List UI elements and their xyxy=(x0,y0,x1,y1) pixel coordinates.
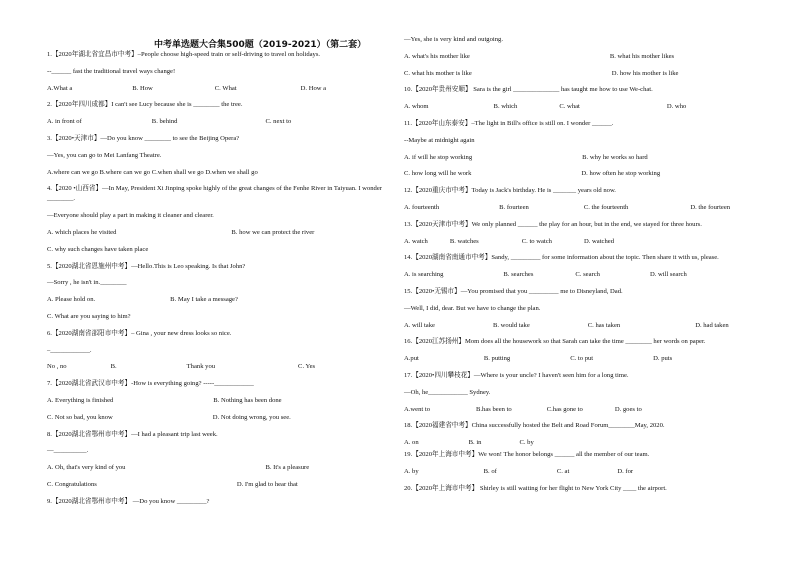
answer-option: B. searches xyxy=(503,271,534,279)
question-stem: 13.【2020天津市中考】We only planned ______ the play for an hour, but in the end, we stayed for three hours. xyxy=(404,220,702,228)
dialogue-line: —__________. xyxy=(47,447,89,455)
dialogue-line: --Maybe at midnight again xyxy=(404,136,475,144)
answer-option: B. watches xyxy=(449,237,479,245)
answer-option: C. Yes xyxy=(298,363,316,371)
answer-option: A. what's his mother like xyxy=(404,52,470,60)
answer-options xyxy=(404,52,749,62)
answer-option: C. what his mother is like xyxy=(404,69,472,77)
answer-options xyxy=(47,396,382,406)
answer-options xyxy=(47,362,382,372)
answer-option: B. would take xyxy=(492,321,530,329)
answer-option: A. will take xyxy=(404,321,435,329)
answer-option: C. how long will he work xyxy=(404,170,472,178)
answer-options xyxy=(404,321,749,331)
answer-option: A. in front of xyxy=(47,118,82,126)
answer-option: A.put xyxy=(404,355,419,363)
answer-option: Thank you xyxy=(186,363,216,371)
answer-option: D. how often he stop working xyxy=(581,170,661,178)
question-stem: 4.【2020 •山西省】—In May, President Xi Jinping spoke highly of the great changes of the Fenhe River in Taiyuan. I wonder ________. xyxy=(47,185,382,203)
answer-option: A.What a xyxy=(47,84,73,92)
answer-option: D. How a xyxy=(300,84,327,92)
question-stem: 12.【2020重庆市中考】Today is Jack's birthday. He is _______ years old now. xyxy=(404,187,616,195)
answer-option: B. which xyxy=(493,103,518,111)
answer-option: B. fourteen xyxy=(499,203,529,211)
answer-option: D. goes to xyxy=(614,405,642,413)
question-stem: 14.【2020湖南省南通市中考】Sandy, _________ for some information about the topic. Then share it with us, please. xyxy=(404,254,719,262)
answer-options xyxy=(47,84,382,94)
answer-options xyxy=(47,413,382,423)
question-stem: 7.【2020湖北省武汉市中考】-How is everything going? -----____________ xyxy=(47,380,254,388)
question-stem: 11.【2020年山东泰安】–The light in Bill's office is still on. I wonder ______. xyxy=(404,119,614,127)
question-stem: 18.【2020福建省中考】China successfully hosted the Belt and Road Forum________May, 2020. xyxy=(404,422,665,430)
dialogue-line: C. What are you saying to him? xyxy=(47,312,131,320)
dialogue-line: A.where can we go B.where can we go C.when shall we go D.when we shall go xyxy=(47,168,258,176)
answer-option: A. fourteenth xyxy=(404,203,440,211)
question-stem: 3.【2020•天津市】—Do you know ________ to see the Beijing Opera? xyxy=(47,134,240,142)
answer-option: A.went to xyxy=(404,405,431,413)
answer-option: A. on xyxy=(404,439,419,447)
answer-option: A. Everything is finished xyxy=(47,396,114,404)
answer-option: A. by xyxy=(404,467,419,475)
answer-options xyxy=(404,153,749,163)
dialogue-line: C. why such changes have taken place xyxy=(47,245,149,253)
question-stem: 5.【2020湖北省恩施州中考】—Hello.This is Leo speaking. Is that John? xyxy=(47,262,246,270)
dialogue-line: —Well, I did, dear. But we have to change the plan. xyxy=(404,304,541,312)
answer-option: C. by xyxy=(519,439,534,447)
answer-option: B. how we can protect the river xyxy=(231,228,315,236)
answer-options xyxy=(404,102,749,112)
answer-option: B. putting xyxy=(483,355,511,363)
answer-options xyxy=(404,354,749,364)
answer-option: B. behind xyxy=(151,118,178,126)
answer-option: No , no xyxy=(47,363,67,371)
answer-options xyxy=(404,270,749,280)
answer-option: D. I'm glad to hear that xyxy=(236,480,298,488)
answer-option: B. in xyxy=(468,439,482,447)
answer-option: C. Not so bad, you know xyxy=(47,413,113,421)
answer-option: C. what xyxy=(559,103,580,111)
answer-option: B.has been to xyxy=(476,405,512,413)
answer-option: D. Not doing wrong, you see. xyxy=(212,413,291,421)
answer-options xyxy=(47,228,382,238)
answer-options xyxy=(404,169,749,179)
answer-option: C. Congratulations xyxy=(47,480,97,488)
answer-options xyxy=(404,438,749,448)
answer-option: A. if will he stop working xyxy=(404,153,473,161)
answer-option: D. puts xyxy=(653,355,673,363)
question-stem: 8.【2020湖北省鄂州市中考】—I had a pleasant trip last week. xyxy=(47,430,218,438)
answer-option: B. Nothing has been done xyxy=(213,396,282,404)
answer-option: B. xyxy=(110,363,117,371)
answer-option: C. What xyxy=(214,84,237,92)
question-stem: 2.【2020年四川成都】I can't see Lucy because she is ________ the tree. xyxy=(47,101,243,109)
answer-option: A. Oh, that's very kind of you xyxy=(47,464,126,472)
question-stem: 6.【2020湖南省邵阳市中考】– Gina , your new dress looks so nice. xyxy=(47,329,232,337)
answer-option: A. watch xyxy=(404,237,428,245)
answer-option: D. for xyxy=(617,467,634,475)
dialogue-line: —Everyone should play a part in making it cleaner and clearer. xyxy=(47,212,214,220)
answer-option: C. next to xyxy=(265,118,292,126)
answer-option: D. how his mother is like xyxy=(611,69,679,77)
dialogue-line: --______ fast the traditional travel ways change! xyxy=(47,67,176,75)
question-stem: 20.【2020年上海市中考】 Shirley is still waiting for her flight to New York City ____ the airport. xyxy=(404,484,667,492)
answer-option: C. to watch xyxy=(521,237,552,245)
answer-options xyxy=(404,69,749,79)
right-column xyxy=(404,35,749,501)
answer-option: B. of xyxy=(483,467,497,475)
answer-options xyxy=(404,405,749,415)
left-column xyxy=(47,50,382,514)
dialogue-line: —Oh, he____________ Sydney. xyxy=(404,388,491,396)
answer-options xyxy=(47,117,382,127)
answer-option: B. How xyxy=(132,84,153,92)
question-stem: 16.【2020江苏扬州】Mom does all the housework so that Sarah can take the time ________ her words on paper. xyxy=(404,338,706,346)
question-stem: 19.【2020年上海市中考】We won! The honor belongs ______ all the member of our team. xyxy=(404,451,650,459)
answer-option: C. the fourteenth xyxy=(583,203,629,211)
answer-options xyxy=(47,295,382,305)
answer-option: A. is searching xyxy=(404,271,444,279)
dialogue-line: —Yes, she is very kind and outgoing. xyxy=(404,36,503,43)
answer-option: C.has gone to xyxy=(546,405,583,413)
document-title: 中考单选题大合集500题（2019-2021）（第二套） xyxy=(154,40,367,50)
answer-option: D. will search xyxy=(649,271,687,279)
answer-option: D. watched xyxy=(583,237,614,245)
answer-option: B. May I take a message? xyxy=(170,296,238,304)
question-stem: 1.【2020年湖北省宜昌市中考】–People choose high-speed train or self-driving to travel on holidays. xyxy=(47,51,321,58)
answer-option: C. search xyxy=(575,271,600,279)
answer-option: B. It's a pleasure xyxy=(265,464,310,472)
answer-option: D. who xyxy=(666,103,687,111)
question-stem: 15.【2020•无锡市】—You promised that you _________ me to Disneyland, Dad. xyxy=(404,287,623,295)
answer-options xyxy=(404,467,749,477)
answer-option: C. has taken xyxy=(587,321,621,329)
answer-options xyxy=(47,463,382,473)
dialogue-line: —Sorry , he isn't in.________ xyxy=(47,279,127,287)
answer-options xyxy=(404,237,749,247)
answer-option: D. had taken xyxy=(695,321,729,329)
dialogue-line: –____________. xyxy=(47,346,92,354)
answer-option: B. what his mother likes xyxy=(609,52,675,60)
question-stem: 10.【2020年贵州安顺】 Sara is the girl ______________ has taught me how to use We-chat. xyxy=(404,86,653,94)
question-stem: 17.【2020•四川攀枝花】—Where is your uncle? I haven't seen him for a long time. xyxy=(404,371,629,379)
dialogue-line: —Yes, you can go to Mei Lanfang Theatre. xyxy=(47,151,162,159)
answer-option: A. Please hold on. xyxy=(47,296,96,304)
answer-options xyxy=(404,203,749,213)
answer-option: D. the fourteen xyxy=(690,203,731,211)
answer-option: A. whom xyxy=(404,103,429,111)
answer-option: A. which places he visited xyxy=(47,228,117,236)
answer-option: C. at xyxy=(556,467,570,475)
question-stem: 9.【2020湖北省鄂州市中考】 —Do you know _________? xyxy=(47,497,210,505)
answer-options xyxy=(47,480,382,490)
answer-option: C. to put xyxy=(570,355,594,363)
answer-option: B. why he works so hard xyxy=(582,153,648,161)
